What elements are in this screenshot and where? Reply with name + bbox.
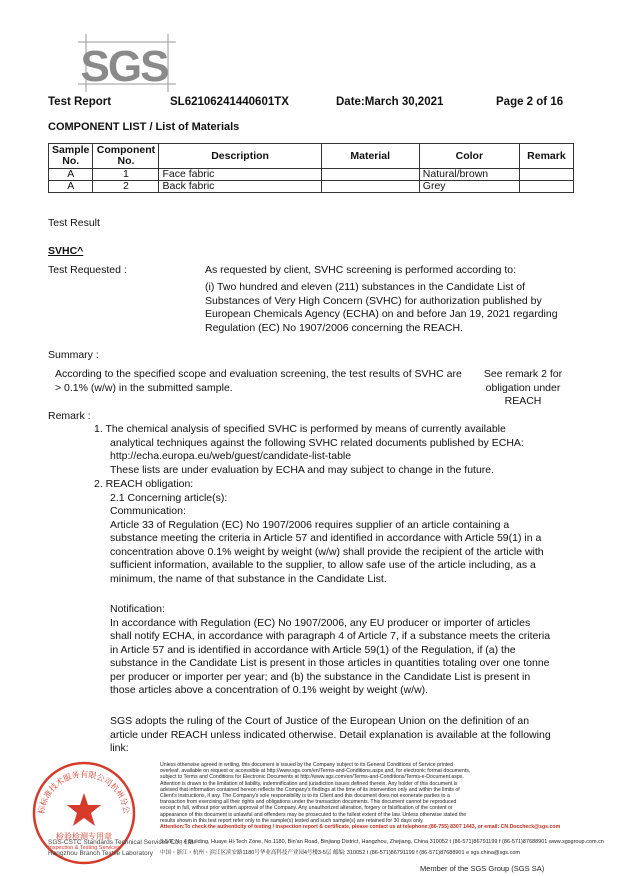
component-table — [48, 143, 574, 193]
disclaimer-line: Unless otherwise agreed in writing, this document is issued by the Company subject to its General Conditions of Service printed — [160, 762, 453, 768]
report-label: Test Report — [48, 96, 112, 108]
footer-disclaimer — [160, 762, 580, 830]
summary-remark-line: obligation under — [485, 381, 561, 394]
notification-line: in Article 57 and is identified in accordance with Article 59(1) of the Regulation, if (a) the — [110, 643, 516, 656]
stamp-mid-text: 检验检测专用章 — [56, 832, 112, 841]
component-list-title: COMPONENT LIST / List of Materials — [48, 121, 240, 133]
summary-remark-line: See remark 2 for — [483, 368, 563, 380]
footer-address-cn: 中国・浙江・杭州・滨江区滨安路1180号华业高科技产业园4号楼3-5层 邮编: 310052 t (86-571)86791199 f (86-571)87688901 e sgs.china@sgs.com — [160, 850, 520, 856]
star-icon — [67, 793, 101, 826]
cell — [321, 169, 419, 181]
table-row — [49, 181, 574, 193]
remark-line: sufficient information, available to the supplier, to allow safe use of the article including, as a — [110, 559, 536, 571]
notification-line: shall notify ECHA, in accordance with paragraph 4 of Article 7, if a substance meets the criteria — [110, 630, 551, 642]
sgs-adopts-line: article under REACH unless indicated otherwise. Detail explanation is available at the following — [110, 728, 551, 741]
cell — [321, 181, 419, 193]
test-requested-detail — [205, 281, 575, 335]
remark-label: Remark : — [48, 410, 91, 422]
remark-2 — [94, 478, 584, 586]
echa-link[interactable]: http://echa.europa.eu/web/guest/candidate-list-table — [110, 450, 352, 462]
remark-line: These lists are under evaluation by ECHA and may subject to change in the future. — [110, 463, 495, 476]
remark-line: 2.1 Concerning article(s): — [110, 491, 228, 504]
report-number: SL62106241440601TX — [170, 96, 289, 108]
notification-block — [110, 603, 590, 698]
summary-remark — [468, 368, 578, 409]
summary-remark-line: REACH — [504, 395, 542, 407]
remark-line: Communication: — [110, 505, 186, 517]
lab-name: SGS-CSTC Standards Technical Services Co., Ltd. — [48, 839, 195, 846]
detail-line: Regulation (EC) No 1907/2006 concerning the REACH. — [205, 321, 463, 334]
notification-line: those articles above a concentration of 0.1% weight by weight (w/w). — [110, 684, 429, 696]
member-text: Member of the SGS Group (SGS SA) — [420, 864, 545, 873]
page-number: Page 2 of 16 — [496, 96, 564, 108]
remark-line: analytical techniques against the following SVHC related documents published by ECHA: — [110, 436, 524, 449]
remark-line: 1. The chemical analysis of specified SVHC is performed by means of currently available — [94, 423, 506, 435]
table-header-row — [49, 144, 574, 169]
detail-line: Substances of Very High Concern (SVHC) for authorization published by — [205, 294, 542, 307]
notification-line: Notification: — [110, 603, 165, 615]
sgs-adopts-block — [110, 715, 590, 756]
summary-line: According to the specified scope and evaluation screening, the test results of SVHC are — [55, 368, 462, 380]
cell: Back fabric — [159, 181, 321, 193]
cell — [519, 181, 573, 193]
notification-line: per producer or importer per year; and (b) the substance in the Candidate List is present in — [110, 670, 531, 683]
attention-line: Attention:To check the authenticity of testing / inspection report & certificate, please contact us at telephone:(86-755) 8307 1443, or email: CN.Doccheck@sgs.com — [160, 824, 561, 831]
remark-line: Article 33 of Regulation (EC) No 1907/2006 requires supplier of an article containing a — [110, 518, 510, 531]
disclaimer-line: results shown in this test report refer only to the sample(s) tested and such sample(s) are retained for 30 days only. — [160, 817, 424, 824]
test-result-title: Test Result — [48, 217, 100, 229]
remark-line: minimum, the name of that substance in the Candidate List. — [110, 572, 387, 585]
stamp-arc-text: 标标准技术服务有限公司杭州分公 — [36, 770, 132, 815]
svhc-heading: SVHC^ — [48, 245, 84, 257]
report-date: Date:March 30,2021 — [336, 96, 444, 108]
col-description: Description — [159, 144, 321, 169]
cell: 2 — [93, 181, 159, 193]
disclaimer-line: overleaf, available on request or accessible at http://www.sgs.com/en/Terms-and-Conditions.aspx and, for electronic format documents, — [160, 768, 471, 775]
logo-text: SGS — [80, 42, 168, 91]
stamp-en-text: Inspection & Testing Services — [48, 845, 120, 851]
footer-address-en: 3-5/F, No.4 Building, Huaye Hi-Tech Zone, No.1180, Bin'an Road, Binjiang District, Hangzhou, Zhejiang, China 310052 t (86-571)86791199 f (86-571)87688901 www.sgsgroup.com.cn — [160, 839, 604, 845]
sgs-adopts-line: link: — [110, 742, 129, 754]
col-component-no: Component No. — [93, 144, 159, 169]
disclaimer-line: except in full, without prior written approval of the Company. Any unauthorized alteration, forgery or falsification of the content or — [160, 805, 453, 812]
col-color: Color — [419, 144, 519, 169]
disclaimer-line: Client's instructions, if any. The Company's sole responsibility is to its Client and this document does not exonerate parties to a — [160, 793, 450, 800]
cell: Face fabric — [159, 169, 321, 181]
notification-line: In accordance with Regulation (EC) No 1907/2006, any EU producer or importer of articles — [110, 616, 531, 629]
col-remark: Remark — [519, 144, 573, 169]
cell: A — [49, 181, 93, 193]
test-requested-text: As requested by client, SVHC screening is performed according to: — [205, 264, 517, 276]
table-row — [49, 169, 574, 181]
summary-text — [55, 368, 465, 395]
cell: 1 — [93, 169, 159, 181]
summary-label: Summary : — [48, 349, 99, 361]
detail-line: (i) Two hundred and eleven (211) substances in the Candidate List of — [205, 281, 526, 293]
cell: Grey — [419, 181, 519, 193]
cell: Natural/brown — [419, 169, 519, 181]
cell — [519, 169, 573, 181]
col-material: Material — [321, 144, 419, 169]
disclaimer-line: appearance of this document is unlawful and offenders may be prosecuted to the fullest extent of the law. Unless otherwise stated the — [160, 811, 467, 818]
disclaimer-line: advised that information contained hereon reflects the Company's findings at the time of its intervention only and within the limits of — [160, 786, 460, 793]
remark-line: concentration above 0.1% weight by weight (w/w) shall provide the recipient of the article with — [110, 545, 544, 558]
disclaimer-line: Attention is drawn to the limitation of liability, indemnification and jurisdiction issues defined therein. Any holder of this document is — [160, 780, 458, 787]
summary-line: > 0.1% (w/w) in the submitted sample. — [55, 381, 233, 394]
remark-1 — [94, 423, 584, 477]
notification-line: substance in the Candidate List is present in those articles in quantities totaling over one tonne — [110, 657, 550, 669]
sgs-logo — [72, 32, 182, 94]
test-requested-label: Test Requested : — [48, 264, 127, 276]
cell: A — [49, 169, 93, 181]
col-sample-no: Sample No. — [49, 144, 93, 169]
sgs-adopts-line: SGS adopts the ruling of the Court of Justice of the European Union on the definition of an — [110, 715, 530, 727]
lab-sub: Hangzhou Branch Textile Laboratory — [48, 850, 154, 857]
remark-line: 2. REACH obligation: — [94, 478, 194, 490]
detail-line: European Chemicals Agency (ECHA) on and before Jan 19, 2021 regarding — [205, 308, 558, 320]
disclaimer-line: subject to Terms and Conditions for Electronic Documents at http://www.sgs.com/en/Terms-and-Conditions/Terms-e-Document.aspx. — [160, 774, 464, 781]
remark-line: substance meeting the criteria in Article 57 and identified in accordance with Article 59(1) in a — [110, 532, 542, 544]
disclaimer-line: transaction from exercising all their rights and obligations under the transaction documents. This document cannot be reproduced — [160, 799, 457, 806]
